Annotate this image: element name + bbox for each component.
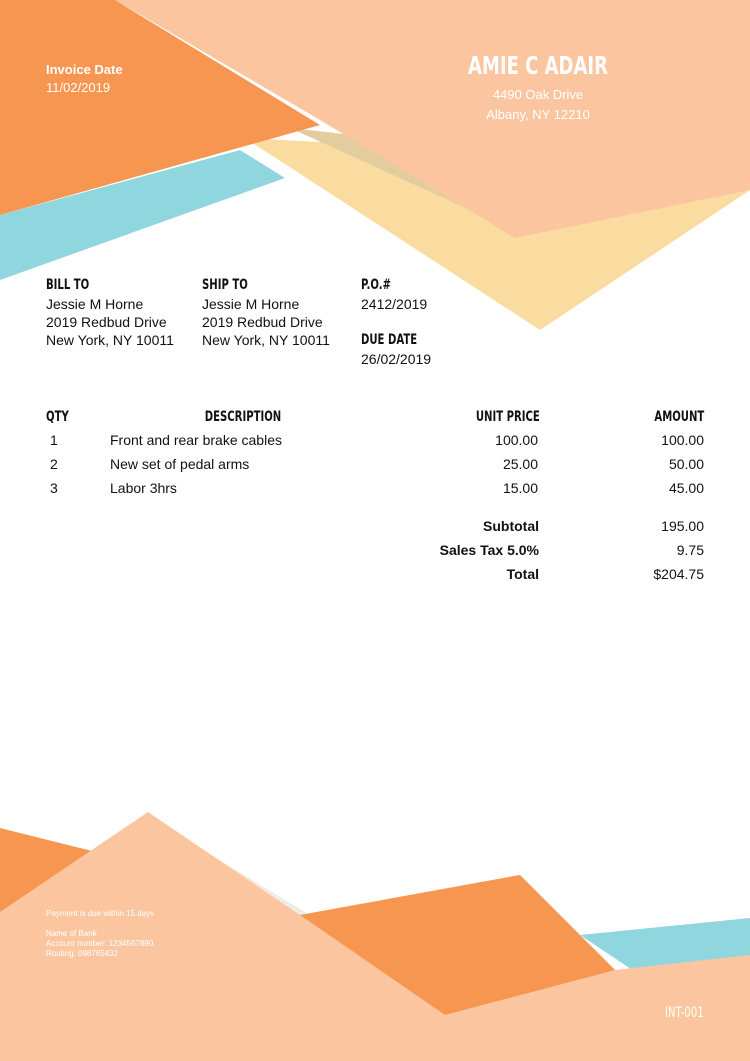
due-date-section	[361, 332, 439, 368]
total-label: Total	[506, 566, 539, 582]
row-amount: 45.00	[668, 480, 704, 496]
bill-to-line2: New York, NY 10011	[46, 332, 174, 348]
po-value: 2412/2019	[361, 296, 428, 312]
row-qty: 3	[50, 480, 58, 496]
company-address-line1: 4490 Oak Drive	[492, 87, 584, 102]
row-qty: 2	[50, 456, 58, 472]
header-unit-price: UNIT PRICE	[476, 409, 540, 425]
due-date-value: 26/02/2019	[361, 351, 432, 367]
account-number: Account number: 1234567890	[46, 939, 154, 948]
bill-to-label: BILL TO	[46, 277, 90, 293]
invoice-date-label: Invoice Date	[46, 62, 123, 77]
bill-to-section	[46, 277, 174, 349]
routing-number: Routing: 098765432	[46, 949, 119, 958]
row-unit-price: 100.00	[495, 432, 538, 448]
tax-label: Sales Tax 5.0%	[439, 542, 539, 558]
subtotal-value: 195.00	[661, 518, 704, 534]
total-value: $204.75	[653, 566, 704, 582]
bill-to-name: Jessie M Horne	[46, 296, 144, 312]
invoice-number: INT-001	[665, 1005, 704, 1021]
bank-name: Name of Bank	[46, 929, 97, 938]
po-section	[361, 277, 427, 313]
bill-to-line1: 2019 Redbud Drive	[46, 314, 167, 330]
ship-to-name: Jessie M Horne	[202, 296, 300, 312]
invoice-date: 11/02/2019	[46, 80, 111, 95]
tax-row	[0, 542, 750, 566]
ship-to-line2: New York, NY 10011	[202, 332, 330, 348]
row-description: Front and rear brake cables	[110, 432, 282, 448]
header-qty: QTY	[46, 409, 69, 425]
subtotal-row	[0, 518, 750, 542]
ship-to-section	[202, 277, 330, 349]
header-description: DESCRIPTION	[204, 409, 282, 425]
company-address-line2: Albany, NY 12210	[486, 107, 590, 122]
row-description: New set of pedal arms	[110, 456, 250, 472]
po-label: P.O.#	[361, 277, 391, 293]
table-row	[0, 480, 750, 504]
row-unit-price: 15.00	[502, 480, 538, 496]
payment-terms: Payment is due within 15 days	[46, 909, 155, 918]
row-unit-price: 25.00	[502, 456, 538, 472]
table-row	[0, 432, 750, 456]
ship-to-line1: 2019 Redbud Drive	[202, 314, 323, 330]
header-amount: AMOUNT	[654, 409, 704, 425]
company-name: AMIE C ADAIR	[468, 51, 608, 80]
row-description: Labor 3hrs	[110, 480, 177, 496]
table-header	[0, 409, 750, 433]
due-date-label: DUE DATE	[361, 332, 418, 348]
tax-value: 9.75	[676, 542, 704, 558]
subtotal-label: Subtotal	[483, 518, 539, 534]
row-qty: 1	[50, 432, 58, 448]
ship-to-label: SHIP TO	[202, 277, 248, 293]
total-row	[0, 566, 750, 590]
table-row	[0, 456, 750, 480]
row-amount: 100.00	[661, 432, 704, 448]
row-amount: 50.00	[668, 456, 704, 472]
